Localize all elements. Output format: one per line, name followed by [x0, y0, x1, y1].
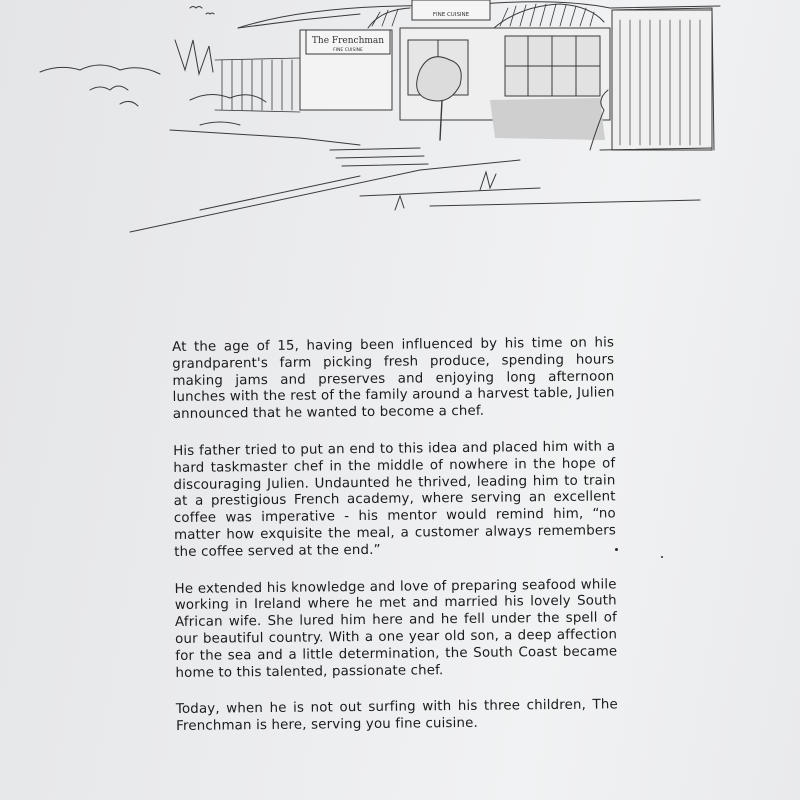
restaurant-sketch-illustration — [0, 0, 800, 250]
chef-story-text — [172, 335, 618, 756]
story-paragraph-1: At the age of 15, having been influenced by his time on his grandparent's farm picking fresh produce, spending hours making jams and preserves and enjoying long afternoon lunches with the rest of the family around a harvest table, Julien announced that he wanted to become a chef. — [172, 335, 615, 423]
sign-top-subtitle: FINE CUISINE — [432, 12, 470, 18]
story-paragraph-4: Today, when he is not out surfing with his three children, The Frenchman is here, serving you fine cuisine. — [175, 697, 618, 735]
paper-speck — [615, 548, 618, 551]
story-paragraph-2: His father tried to put an end to this idea and placed him with a hard taskmaster chef in the middle of nowhere in the hope of discouraging Julien. Undaunted he thrived, leading him to train at a prestigious French academy, where serving an excellent coffee was imperative - his mentor would remind him, “no matter how exquisite the meal, a customer always remembers the coffee served at the end.” — [173, 439, 617, 560]
paper-speck — [661, 556, 663, 558]
sign-restaurant-name: The Frenchman — [311, 36, 385, 46]
sign-restaurant-sub: FINE CUISINE — [333, 48, 363, 53]
story-paragraph-3: He extended his knowledge and love of preparing seafood while working in Ireland where he met and married his lovely South African wife. She lured him here and he fell under the spell of our beautiful country. With a one year old son, a deep affection for the sea and a little determination, the South Coast became home to this talented, passionate chef. — [174, 576, 618, 681]
